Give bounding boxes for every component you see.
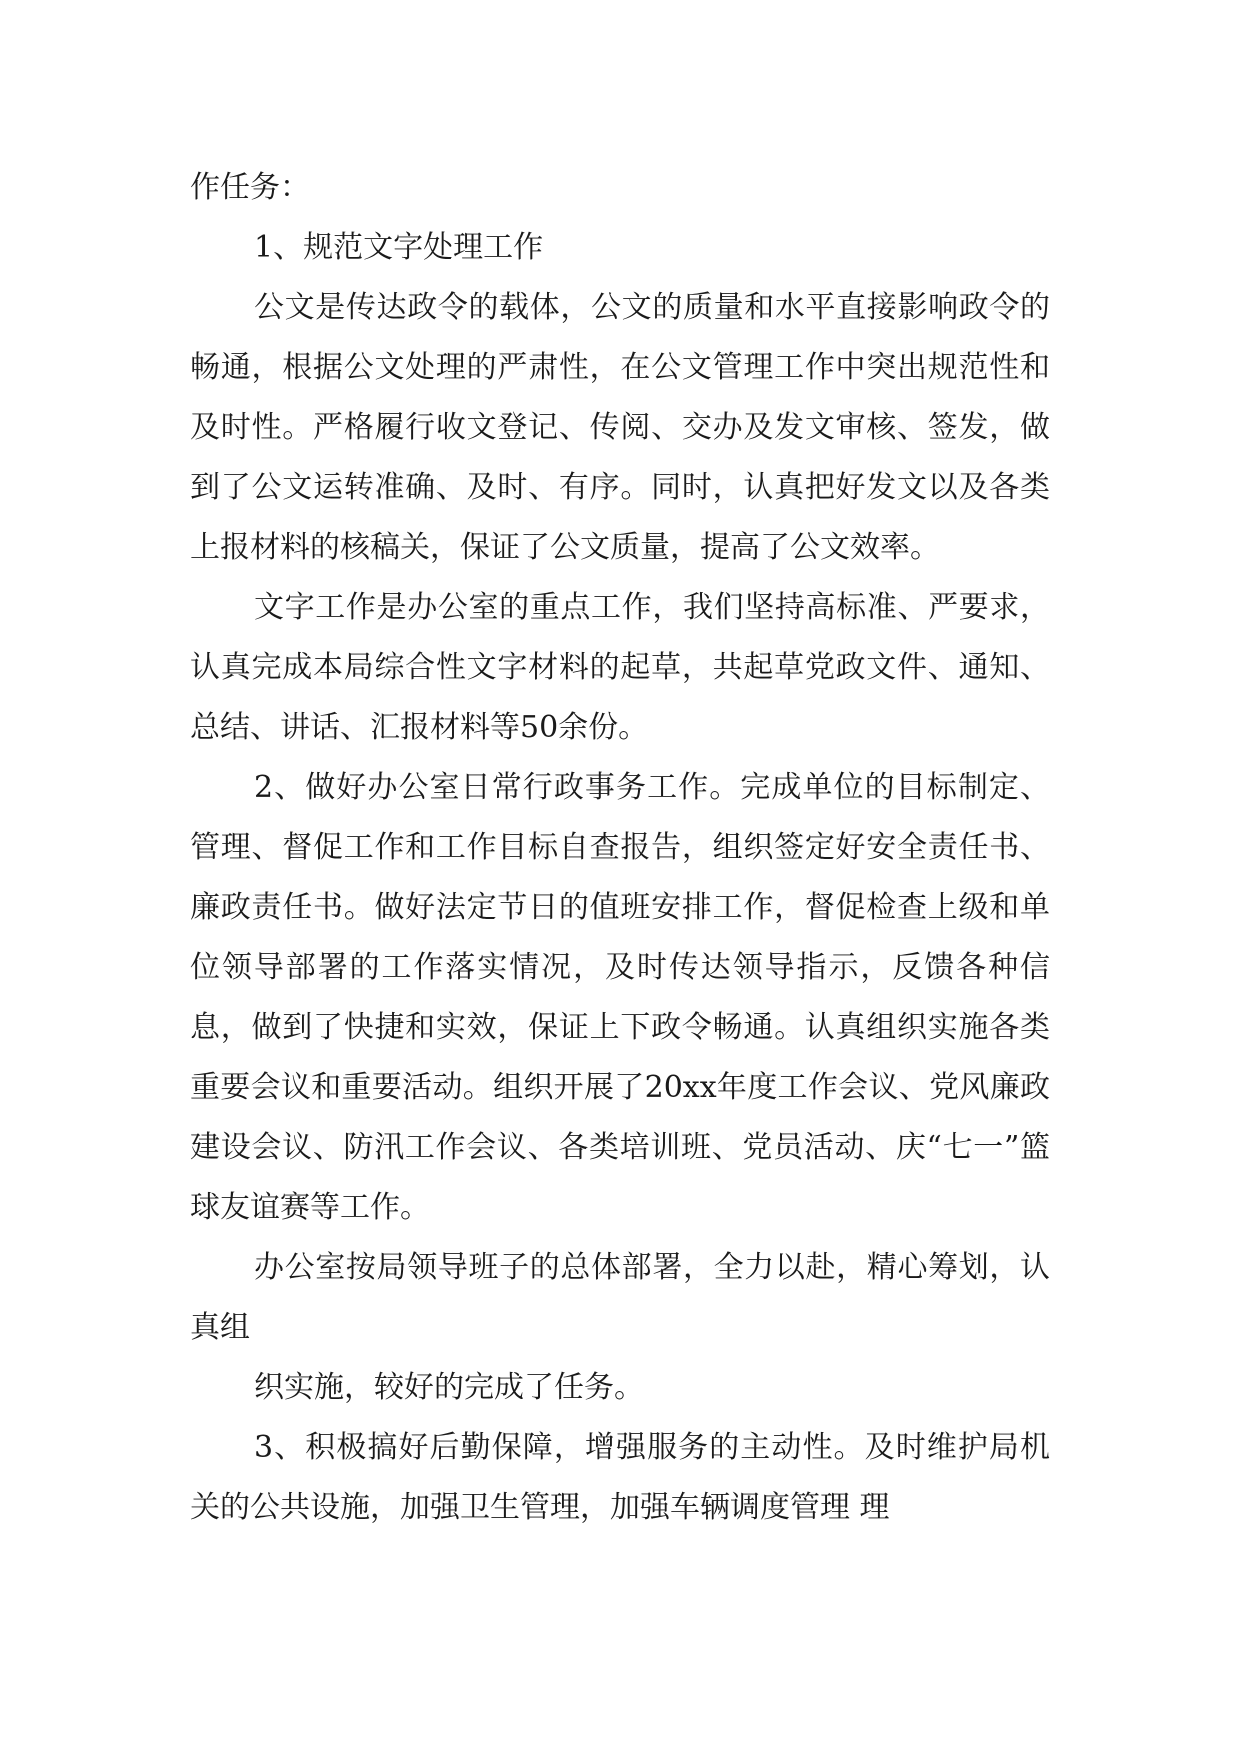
- paragraph-task-heading: 作任务：: [190, 170, 310, 205]
- paragraph-official-documents: 公文是传达政令的载体，公文的质量和水平直接影响政令的畅通，根据公文处理的严肃性，在公文管理工作中突出规范性和及时性。严格履行收文登记、传阅、交办及发文审核、签发，做到了公文运转准确、及时、有序。同时，认真把好发文以及各类上报材料的核稿关，保证了公文质量，提高了公文效率。: [190, 290, 1050, 565]
- paragraph-office-deployment: 办公室按局领导班子的总体部署，全力以赴，精心筹划，认真组: [190, 1250, 1050, 1345]
- document-body: [190, 158, 1050, 1538]
- paragraph-section-1-title: 1、规范文字处理工作: [254, 230, 544, 265]
- paragraph-section-3: 3、积极搞好后勤保障，增强服务的主动性。及时维护局机关的公共设施，加强卫生管理，加强车辆调度管理 理: [190, 1430, 1050, 1525]
- paragraph-section-2: 2、做好办公室日常行政事务工作。完成单位的目标制定、管理、督促工作和工作目标自查报告，组织签定好安全责任书、廉政责任书。做好法定节日的值班安排工作，督促检查上级和单位领导部署的工作落实情况，及时传达领导指示，反馈各种信息，做到了快捷和实效，保证上下政令畅通。认真组织实施各类重要会议和重要活动。组织开展了20xx年度工作会议、党风廉政建设会议、防汛工作会议、各类培训班、党员活动、庆“七一”篮球友谊赛等工作。: [190, 770, 1050, 1225]
- paragraph-task-completed: 织实施，较好的完成了任务。: [254, 1370, 644, 1405]
- paragraph-writing-work: 文字工作是办公室的重点工作，我们坚持高标准、严要求，认真完成本局综合性文字材料的起草，共起草党政文件、通知、总结、讲话、汇报材料等50余份。: [190, 590, 1050, 745]
